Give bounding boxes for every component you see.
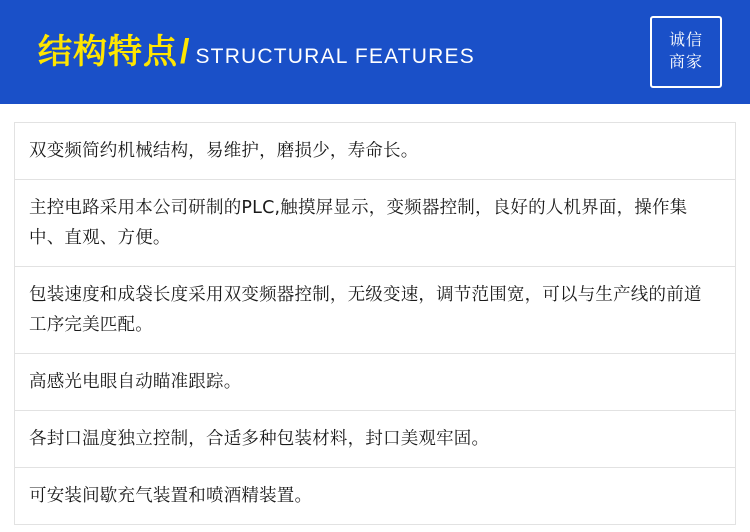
title-separator: / [180,33,190,71]
feature-text: 包装速度和成袋长度采用双变频器控制，无级变速，调节范围宽，可以与生产线的前道工序完美匹配。 [29,285,702,335]
feature-text: 各封口温度独立控制，合适多种包装材料，封口美观牢固。 [29,429,490,449]
trust-badge-line2: 商家 [668,54,703,71]
page-title-en: STRUCTURAL FEATURES [195,45,475,68]
feature-list [14,122,736,525]
list-item [15,267,735,354]
list-item [15,411,735,468]
list-item [15,180,735,267]
feature-text: 高感光电眼自动瞄准跟踪。 [29,372,242,392]
trust-badge [650,16,722,88]
page-title-cn: 结构特点 [38,33,178,71]
section-header-banner [0,0,750,104]
header-title-group [38,35,475,69]
list-item [15,123,735,180]
list-item [15,354,735,411]
trust-badge-line1: 诚信 [668,32,703,49]
feature-text: 双变频简约机械结构，易维护，磨损少，寿命长。 [29,141,419,161]
list-item [15,468,735,525]
feature-text: 可安装间歇充气装置和喷酒精装置。 [29,486,313,506]
feature-text: 主控电路采用本公司研制的PLC,触摸屏显示，变频器控制，良好的人机界面，操作集中、直观、方便。 [29,198,688,248]
